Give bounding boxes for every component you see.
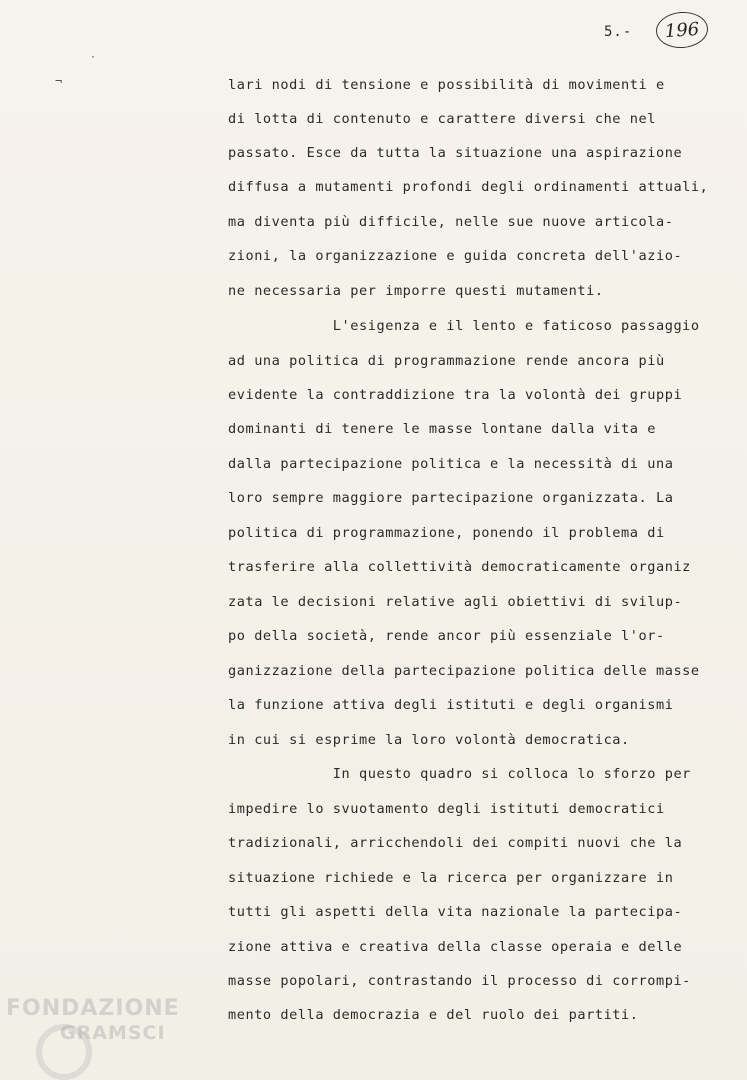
text-line: masse popolari, contrastando il processo di corrompi- (228, 973, 691, 989)
text-line: loro sempre maggiore partecipazione organizzata. La (228, 490, 674, 506)
archive-stamp-number: 196 (655, 10, 709, 50)
text-line: lari nodi di tensione e possibilità di movimenti e (228, 77, 665, 93)
watermark-line1: FONDAZIONE (6, 996, 180, 1021)
text-line: ma diventa più difficile, nelle sue nuove articola- (228, 214, 674, 230)
text-line: mento della democrazia e del ruolo dei partiti. (228, 1007, 639, 1023)
text-line: po della società, rende ancor più essenziale l'or- (228, 628, 665, 644)
text-line: impedire lo svuotamento degli istituti democratici (228, 801, 665, 817)
text-line: zata le decisioni relative agli obiettivi di svilup- (228, 594, 683, 610)
text-line: ne necessaria per imporre questi mutamenti. (228, 283, 604, 299)
text-line: ganizzazione della partecipazione politica delle masse (228, 663, 700, 679)
text-line: di lotta di contenuto e carattere diversi che nel (228, 111, 656, 127)
text-line: in cui si esprime la loro volontà democratica. (228, 732, 630, 748)
text-line: tutti gli aspetti della vita nazionale la partecipa- (228, 904, 683, 920)
text-line: zioni, la organizzazione e guida concreta dell'azio- (228, 248, 683, 264)
text-line: tradizionali, arricchendoli dei compiti nuovi che la (228, 835, 683, 851)
text-line: situazione richiede e la ricerca per organizzare in (228, 870, 674, 886)
page-number: 5.- (604, 24, 633, 40)
text-line: la funzione attiva degli istituti e degli organismi (228, 697, 674, 713)
margin-dot-icon: · (90, 52, 97, 63)
text-line: L'esigenza e il lento e faticoso passaggio (228, 318, 700, 334)
text-line: politica di programmazione, ponendo il problema di (228, 525, 665, 541)
text-line: dalla partecipazione politica e la necessità di una (228, 456, 674, 472)
text-line: trasferire alla collettività democraticamente organiz (228, 559, 691, 575)
text-line: passato. Esce da tutta la situazione una aspirazione (228, 145, 683, 161)
text-line: ad una politica di programmazione rende ancora più (228, 353, 665, 369)
watermark-line2: GRAMSCI (60, 1022, 166, 1044)
text-line: dominanti di tenere le masse lontane dalla vita e (228, 421, 656, 437)
text-line: zione attiva e creativa della classe operaia e delle (228, 939, 683, 955)
watermark-logo (6, 996, 186, 1076)
text-line: In questo quadro si colloca lo sforzo per (228, 766, 691, 782)
margin-mark-icon: ¬ (55, 74, 63, 88)
text-line: evidente la contraddizione tra la volontà dei gruppi (228, 387, 683, 403)
text-line: diffusa a mutamenti profondi degli ordinamenti attuali, (228, 179, 709, 195)
